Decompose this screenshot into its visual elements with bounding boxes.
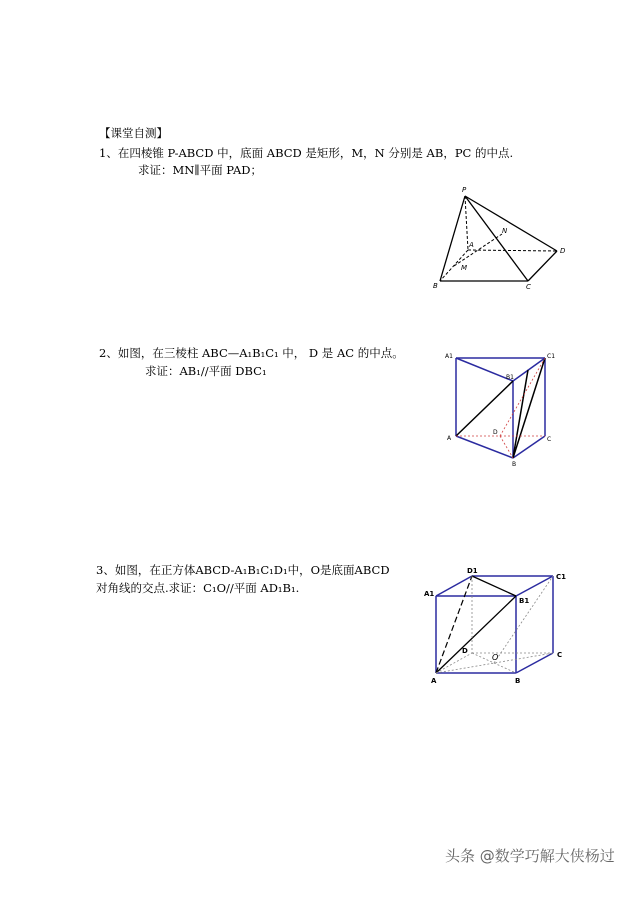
label-A1: A1 [424,590,435,598]
label-D: D [462,647,468,655]
problem-3-statement: 3、如图，在正方体ABCD-A₁B₁C₁D₁中，O是底面ABCD [96,563,390,577]
watermark: 头条 @数学巧解大侠杨过 [445,847,615,865]
label-O: O [492,653,499,662]
problem-2-proof-goal: 求证：AB₁//平面 DBC₁ [145,364,267,378]
label-D1: D1 [467,567,478,575]
label-A: A [469,241,474,249]
label-A1: A1 [445,353,453,360]
label-A: A [447,435,452,442]
problem-2-statement: 2、如图，在三棱柱 ABC—A₁B₁C₁ 中， D 是 AC 的中点。 [99,346,404,360]
figure-pyramid [420,180,580,295]
label-B1: B1 [519,597,530,605]
label-B1: B1 [506,374,514,381]
problem-1-proof-goal: 求证：MN∥平面 PAD； [138,163,263,177]
label-D: D [493,429,498,436]
label-C: C [547,436,552,443]
label-C: C [526,283,531,291]
label-D: D [560,247,566,255]
label-C1: C1 [556,573,567,581]
label-C: C [557,651,563,659]
label-B: B [515,677,521,685]
label-M: M [461,264,468,272]
figure-cube [420,562,570,690]
label-N: N [502,227,508,235]
label-P: P [462,186,467,194]
label-C1: C1 [547,353,556,360]
problem-3-proof-goal: 对角线的交点.求证：C₁O//平面 AD₁B₁. [96,581,300,595]
label-B: B [433,282,438,290]
figure-prism [440,348,560,470]
label-A: A [431,677,437,685]
problem-1-statement: 1、在四棱锥 P-ABCD 中，底面 ABCD 是矩形，M，N 分别是 AB，PC 的中点. [99,146,514,160]
section-title: 【课堂自测】 [99,126,168,140]
label-B: B [512,461,517,468]
